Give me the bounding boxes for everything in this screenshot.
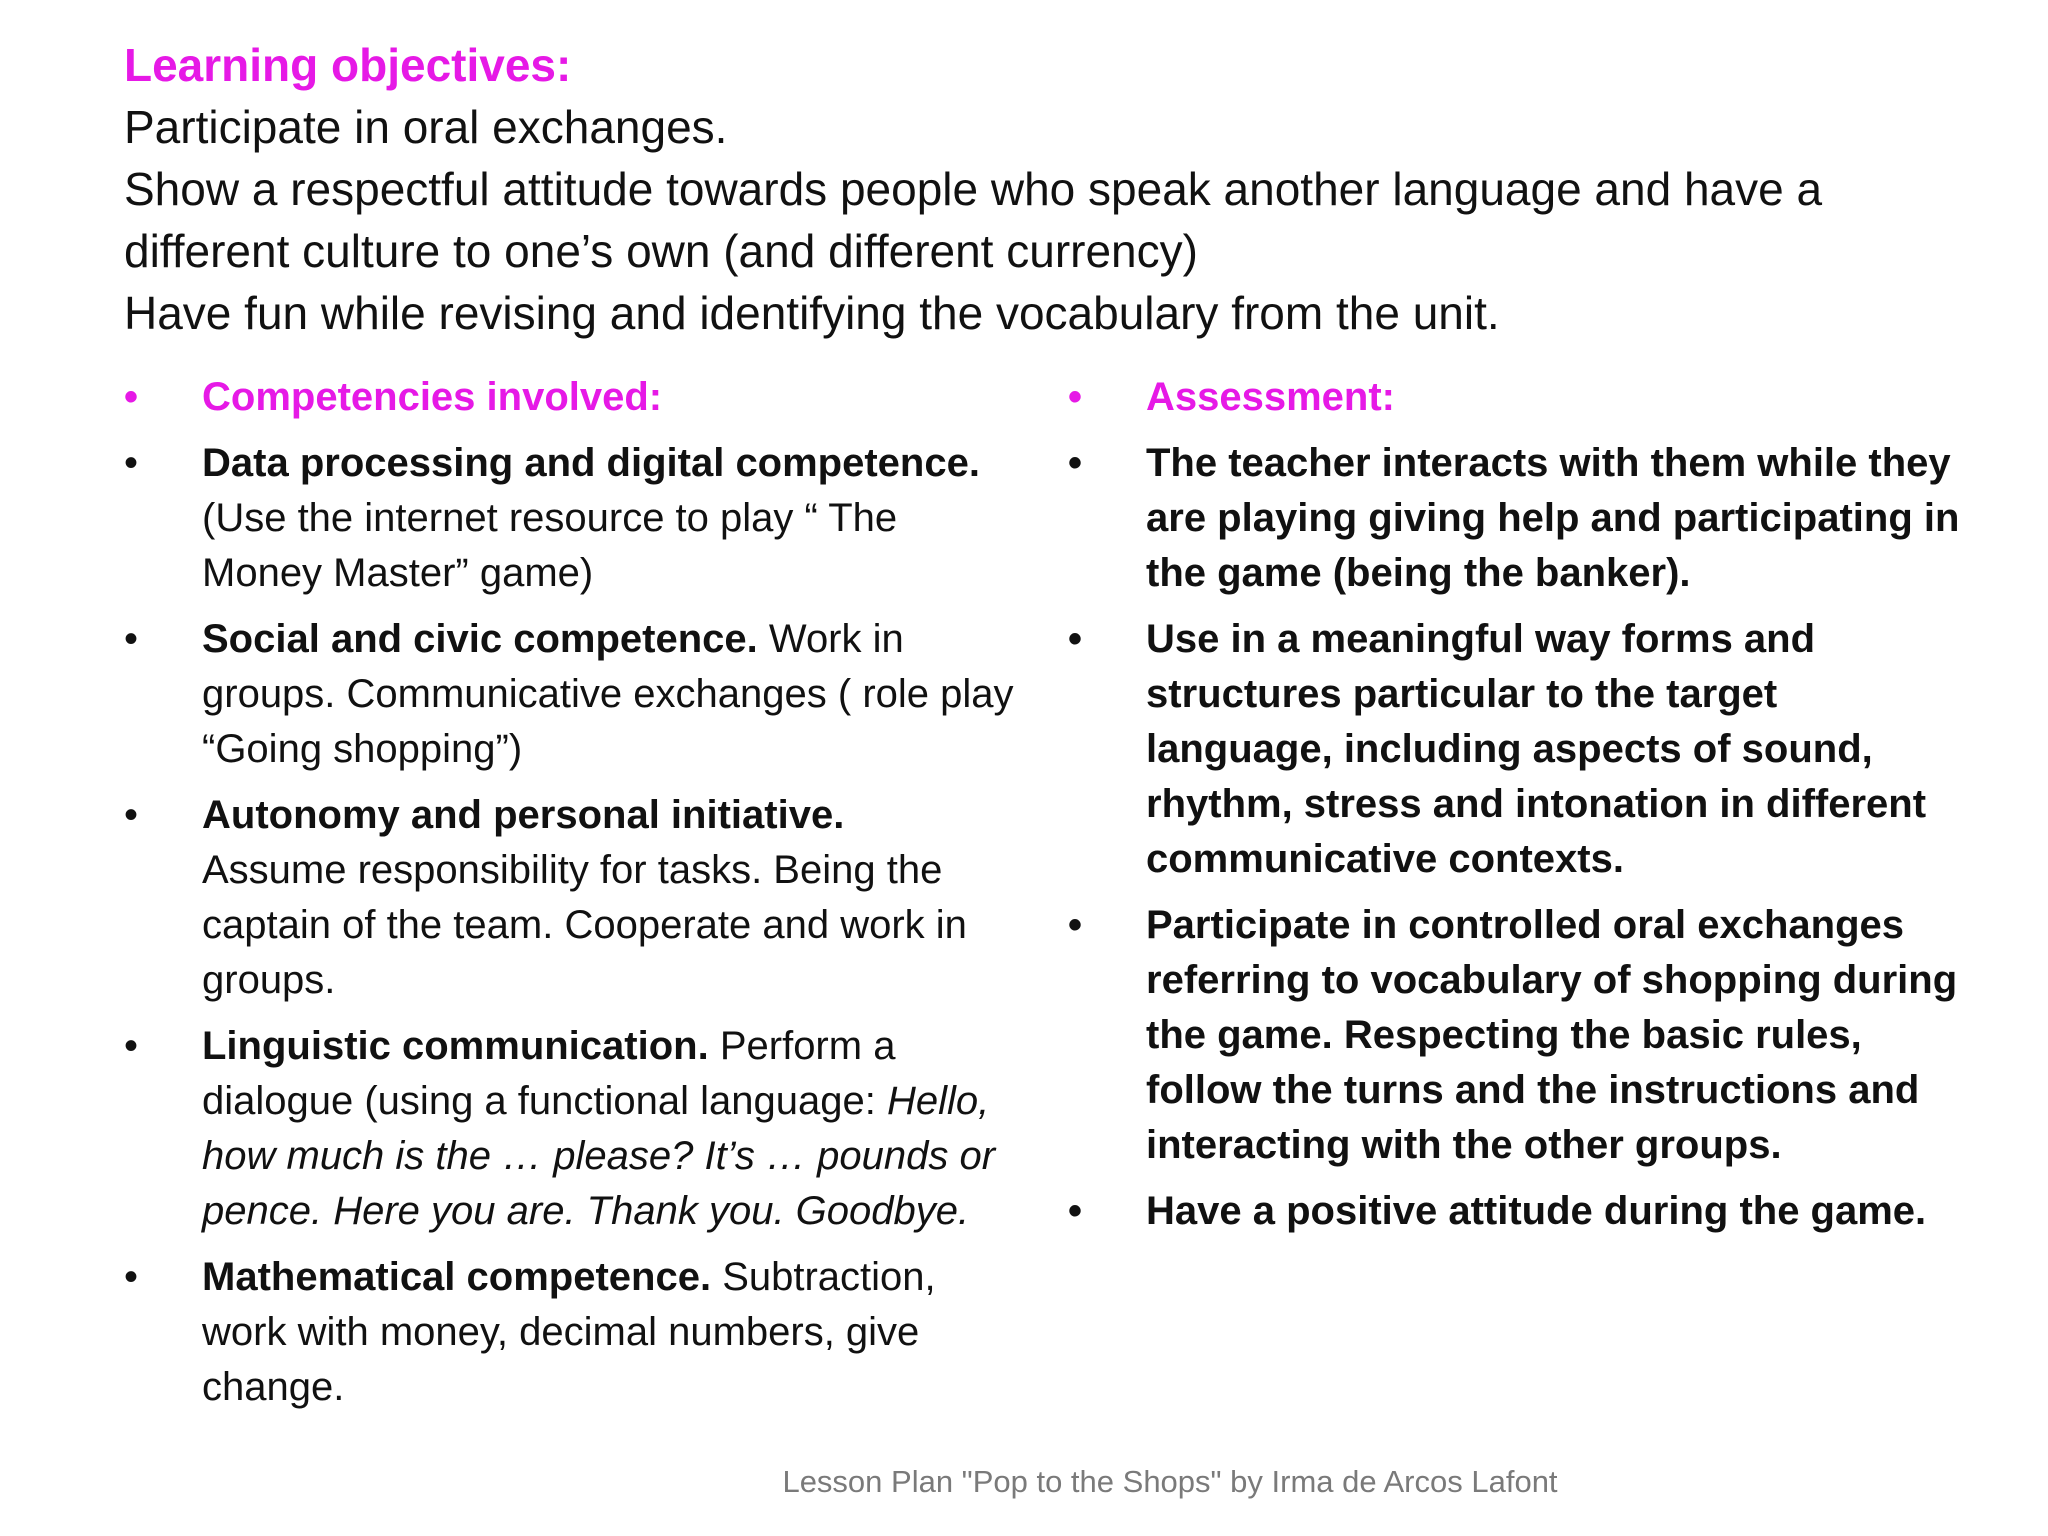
competency-description: Subtraction, work with money, decimal numbers, give change.: [202, 1255, 936, 1409]
competency-title: Autonomy and personal initiative.: [202, 793, 845, 837]
competency-description: (Use the internet resource to play “ The Money Master” game): [202, 496, 898, 595]
competency-item-social: [124, 612, 1024, 777]
bullet-icon: •: [124, 1024, 139, 1068]
competency-title: Mathematical competence.: [202, 1255, 712, 1299]
assessment-item: [1068, 612, 1968, 887]
competency-description: Assume responsibility for tasks. Being the captain of the team. Cooperate and work in groups.: [202, 848, 967, 1002]
competencies-column: [124, 370, 1024, 1426]
competency-item-mathematical: [124, 1250, 1024, 1415]
assessment-text: Participate in controlled oral exchanges referring to vocabulary of shopping during the game. Respecting the basic rules, follow the turns and the instructions and interacting with the other groups.: [1146, 903, 1958, 1167]
competencies-list: [124, 370, 1024, 1415]
bullet-icon: •: [124, 617, 139, 661]
assessment-heading: [1068, 370, 1968, 425]
competencies-heading-text: Competencies involved:: [202, 375, 663, 419]
bullet-icon: •: [1068, 375, 1083, 419]
objectives-title: Learning objectives:: [124, 39, 572, 91]
assessment-item: [1068, 436, 1968, 601]
footer-credit: Lesson Plan "Pop to the Shops" by Irma de Arcos Lafont: [782, 1464, 1558, 1499]
competency-description: Perform a dialogue (using a functional language:: [202, 1024, 896, 1123]
assessment-item: [1068, 1184, 1968, 1239]
assessment-column: [1068, 370, 1968, 1250]
dialogue-example: Hello, how much is the … please? It’s … pounds or pence. Here you are. Thank you. Goodbye.: [202, 1079, 996, 1233]
assessment-item: [1068, 898, 1968, 1173]
learning-objectives: [124, 34, 1984, 344]
bullet-icon: •: [1068, 903, 1083, 947]
assessment-text: Have a positive attitude during the game.: [1146, 1189, 1927, 1233]
competency-description: Work in groups. Communicative exchanges ( role play “Going shopping”): [202, 617, 1014, 771]
competency-item-autonomy: [124, 788, 1024, 1008]
bullet-icon: •: [124, 793, 139, 837]
objective-line-1: Participate in oral exchanges.: [124, 101, 728, 153]
competency-item-digital: [124, 436, 1024, 601]
assessment-text: The teacher interacts with them while they are playing giving help and participating in the game (being the banker).: [1146, 441, 1960, 595]
competency-item-linguistic: [124, 1019, 1024, 1239]
assessment-heading-text: Assessment:: [1146, 375, 1396, 419]
bullet-icon: •: [124, 1255, 139, 1299]
competencies-heading: [124, 370, 1024, 425]
objective-line-3: Have fun while revising and identifying the vocabulary from the unit.: [124, 287, 1500, 339]
bullet-icon: •: [124, 441, 139, 485]
bullet-icon: •: [124, 375, 139, 419]
bullet-icon: •: [1068, 1189, 1083, 1233]
bullet-icon: •: [1068, 617, 1083, 661]
competency-title: Social and civic competence.: [202, 617, 758, 661]
competency-title: Linguistic communication.: [202, 1024, 709, 1068]
assessment-list: [1068, 370, 1968, 1239]
assessment-text: Use in a meaningful way forms and structures particular to the target language, including aspects of sound, rhythm, stress and intonation in different communicative contexts.: [1146, 617, 1927, 881]
objective-line-2: Show a respectful attitude towards people who speak another language and have a different culture to one’s own (and different currency): [124, 163, 1823, 277]
competency-title: Data processing and digital competence.: [202, 441, 980, 485]
bullet-icon: •: [1068, 441, 1083, 485]
